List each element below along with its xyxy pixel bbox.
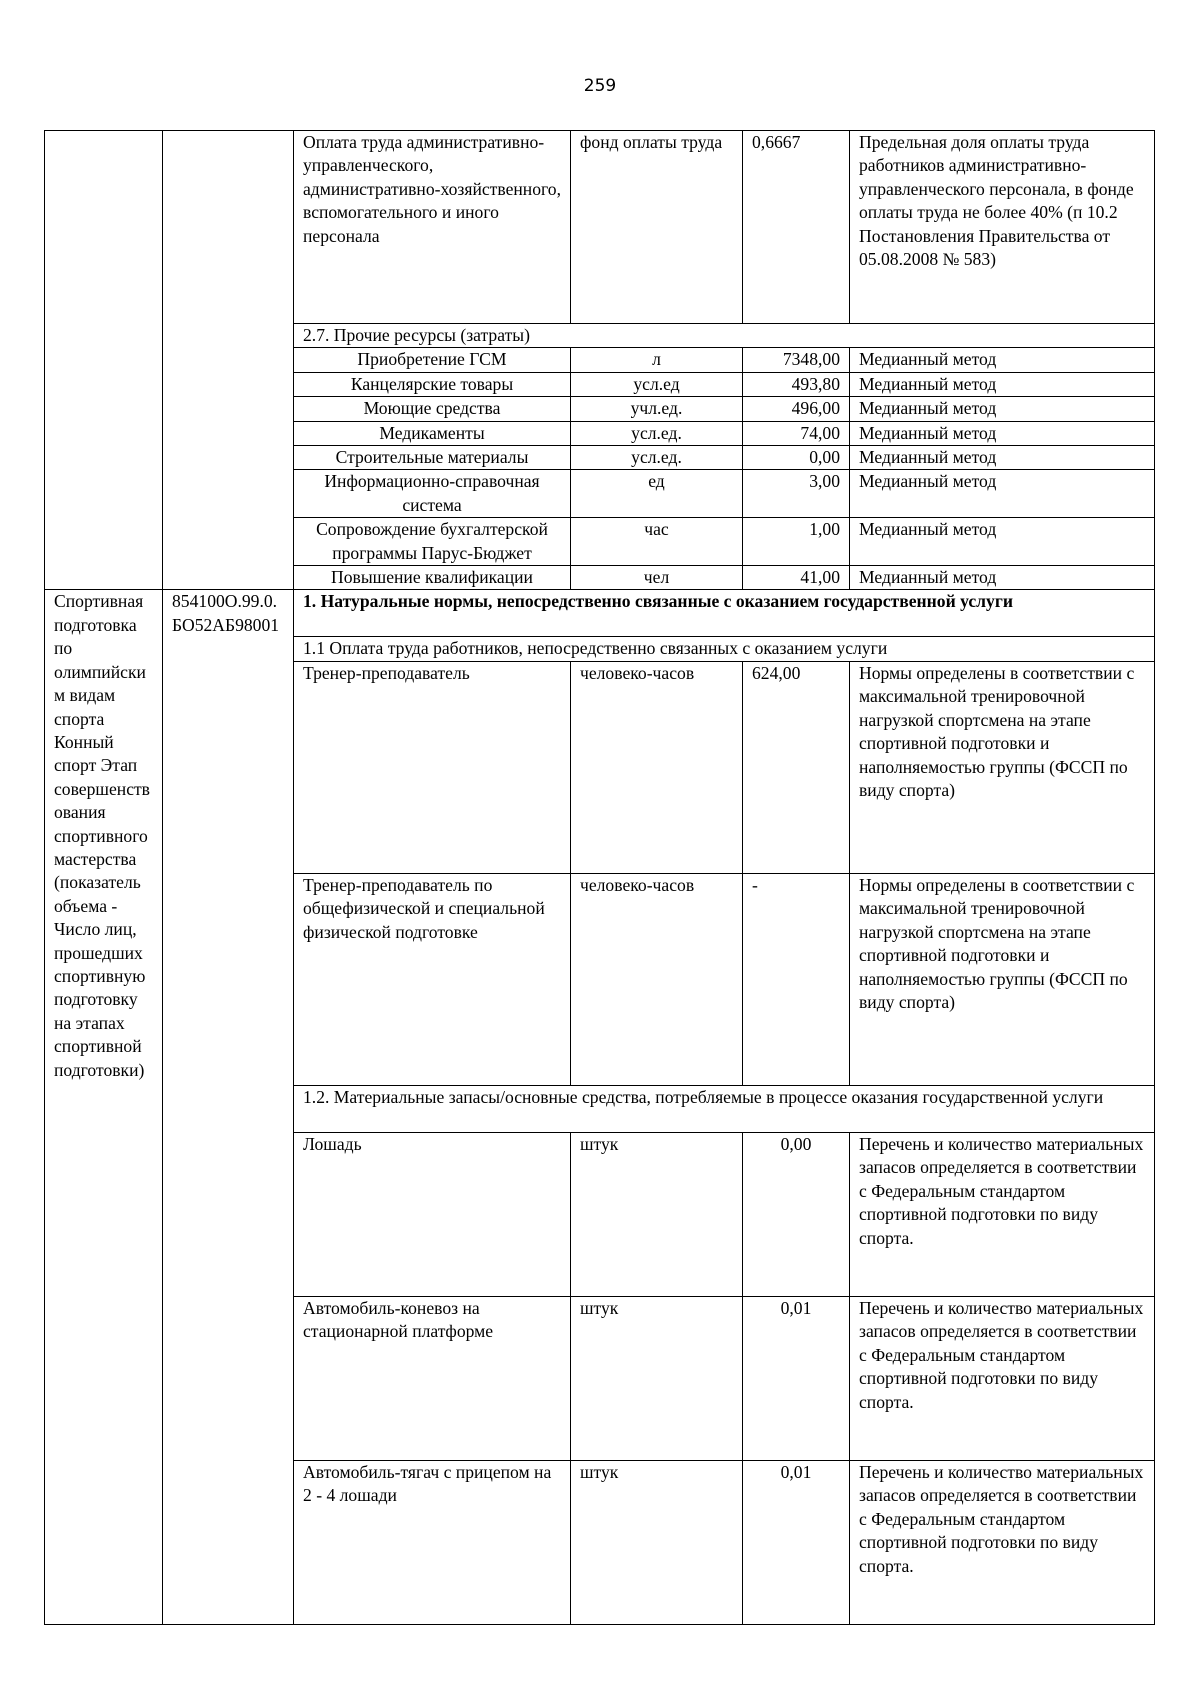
- page-number: 259: [583, 76, 617, 96]
- section-header: 2.7. Прочие ресурсы (затраты): [294, 324, 1155, 348]
- cell-method: Медианный метод: [850, 348, 1155, 372]
- cell-name: Информационно-справочная система: [294, 470, 571, 518]
- cell-value: 493,80: [743, 372, 850, 396]
- cell-value: 0,00: [743, 446, 850, 470]
- cell-value: 0,01: [743, 1296, 850, 1460]
- section-header-row: [45, 590, 1155, 637]
- cell-note: Предельная доля оплаты труда работников административно-управленческого персонала, в фонде оплаты труда не более 40% (п 10.2 Постановления Правительства от 05.08.2008 № 583): [850, 131, 1155, 324]
- cell-name: Повышение квалификации: [294, 566, 571, 590]
- cell-value: 7348,00: [743, 348, 850, 372]
- cell-name: Тренер-преподаватель: [294, 661, 571, 873]
- cell-note: Перечень и количество материальных запасов определяется в соответствии с Федеральным стандартом спортивной подготовки по виду спорта.: [850, 1296, 1155, 1460]
- cell-unit: штук: [571, 1296, 743, 1460]
- cell-name: Строительные материалы: [294, 446, 571, 470]
- cell-unit: усл.ед.: [571, 446, 743, 470]
- cell-value: 0,00: [743, 1132, 850, 1296]
- cell-name: Сопровождение бухгалтерской программы Парус-Бюджет: [294, 518, 571, 566]
- cell-value: 0,6667: [743, 131, 850, 324]
- service-name: Спортивная подготовка по олимпийским видам спорта Конный спорт Этап совершенствования спортивного мастерства (показатель объема - Число лиц, прошедших спортивную подготовку на этапах спортивной подготовки): [45, 590, 163, 1624]
- cell-unit: чел: [571, 566, 743, 590]
- cell-method: Медианный метод: [850, 518, 1155, 566]
- cell-method: Медианный метод: [850, 397, 1155, 421]
- cell-unit: л: [571, 348, 743, 372]
- cell-method: Медианный метод: [850, 566, 1155, 590]
- cell-unit: усл.ед: [571, 372, 743, 396]
- cell-method: Медианный метод: [850, 421, 1155, 445]
- empty-code-cell: [163, 131, 294, 590]
- cell-name: Медикаменты: [294, 421, 571, 445]
- cell-unit: штук: [571, 1132, 743, 1296]
- cell-unit: фонд оплаты труда: [571, 131, 743, 324]
- cell-unit: штук: [571, 1460, 743, 1624]
- cell-method: Медианный метод: [850, 446, 1155, 470]
- cell-name: Моющие средства: [294, 397, 571, 421]
- table-row: [45, 131, 1155, 324]
- cell-name: Оплата труда административно-управленческого, административно-хозяйственного, вспомогательного и иного персонала: [294, 131, 571, 324]
- norms-table: [44, 130, 1155, 1625]
- cell-name: Приобретение ГСМ: [294, 348, 571, 372]
- cell-unit: человеко-часов: [571, 873, 743, 1085]
- cell-name: Лошадь: [294, 1132, 571, 1296]
- cell-value: 624,00: [743, 661, 850, 873]
- cell-unit: ед: [571, 470, 743, 518]
- cell-note: Перечень и количество материальных запасов определяется в соответствии с Федеральным стандартом спортивной подготовки по виду спорта.: [850, 1460, 1155, 1624]
- cell-method: Медианный метод: [850, 470, 1155, 518]
- service-code: 854100О.99.0.БО52АБ98001: [163, 590, 294, 1624]
- cell-value: 74,00: [743, 421, 850, 445]
- cell-unit: человеко-часов: [571, 661, 743, 873]
- cell-name: Тренер-преподаватель по общефизической и специальной физической подготовке: [294, 873, 571, 1085]
- cell-value: 3,00: [743, 470, 850, 518]
- cell-unit: учл.ед.: [571, 397, 743, 421]
- section-header: 1.2. Материальные запасы/основные средства, потребляемые в процессе оказания государственной услуги: [294, 1085, 1155, 1132]
- section-header: 1.1 Оплата труда работников, непосредственно связанных с оказанием услуги: [294, 637, 1155, 661]
- cell-note: Нормы определены в соответствии с максимальной тренировочной нагрузкой спортсмена на этапе спортивной подготовки и наполняемостью группы (ФССП по виду спорта): [850, 661, 1155, 873]
- cell-unit: усл.ед.: [571, 421, 743, 445]
- cell-note: Перечень и количество материальных запасов определяется в соответствии с Федеральным стандартом спортивной подготовки по виду спорта.: [850, 1132, 1155, 1296]
- cell-name: Канцелярские товары: [294, 372, 571, 396]
- cell-value: 1,00: [743, 518, 850, 566]
- cell-value: 41,00: [743, 566, 850, 590]
- cell-note: Нормы определены в соответствии с максимальной тренировочной нагрузкой спортсмена на этапе спортивной подготовки и наполняемостью группы (ФССП по виду спорта): [850, 873, 1155, 1085]
- cell-value: 0,01: [743, 1460, 850, 1624]
- cell-name: Автомобиль-тягач с прицепом на 2 - 4 лошади: [294, 1460, 571, 1624]
- empty-service-cell: [45, 131, 163, 590]
- cell-unit: час: [571, 518, 743, 566]
- cell-value: 496,00: [743, 397, 850, 421]
- cell-method: Медианный метод: [850, 372, 1155, 396]
- section-header: 1. Натуральные нормы, непосредственно связанные с оказанием государственной услуги: [294, 590, 1155, 637]
- cell-name: Автомобиль-коневоз на стационарной платформе: [294, 1296, 571, 1460]
- cell-value: -: [743, 873, 850, 1085]
